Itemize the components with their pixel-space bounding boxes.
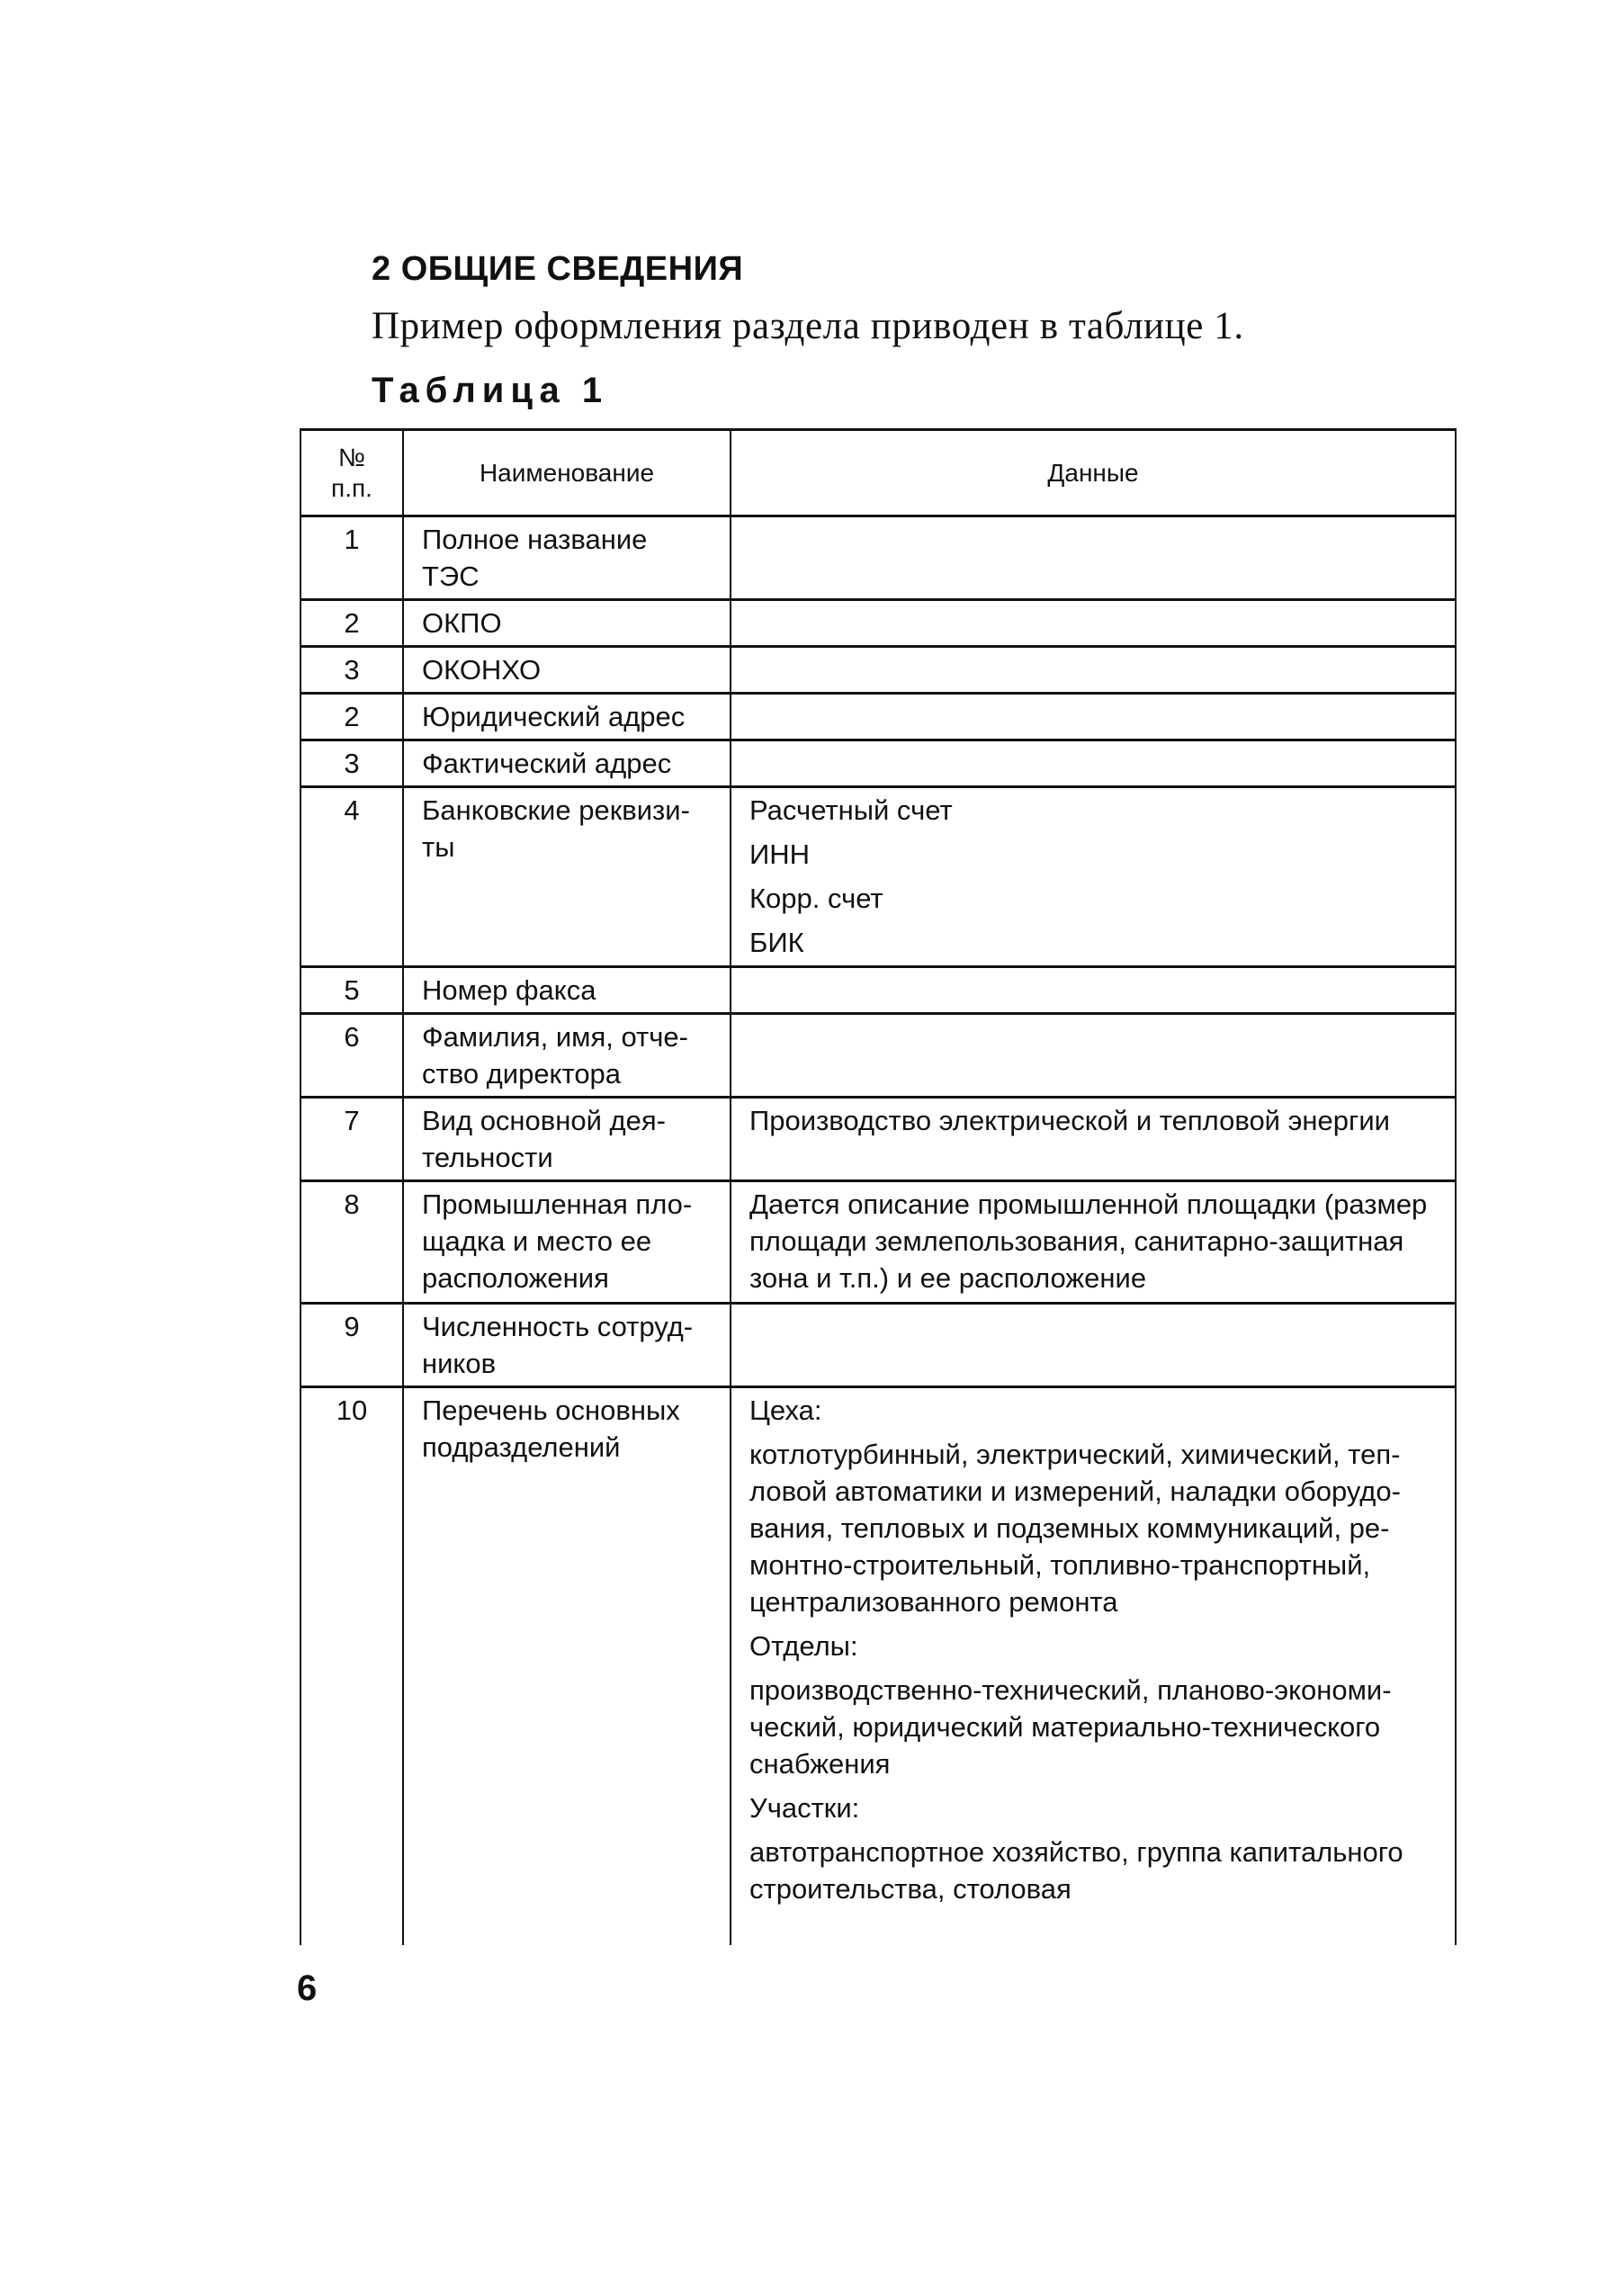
row-data	[731, 1014, 1456, 1098]
row-number: 3	[300, 740, 403, 787]
row-number: 10	[300, 1387, 403, 1945]
header-number	[300, 430, 403, 516]
data-line: Дается описание промышленной площадки (размер площади землепользования, санитарно-защитная зона и т.п.) и ее расположение	[749, 1188, 1428, 1294]
table-row	[300, 600, 1456, 647]
row-data	[731, 787, 1456, 967]
row-data	[731, 967, 1456, 1014]
info-table	[300, 428, 1457, 1945]
header-name: Наименование	[403, 430, 731, 516]
header-number-abbr: п.п.	[331, 473, 372, 502]
table-row	[300, 787, 1456, 967]
row-name: Промышленная пло-щадка и место ее расположения	[403, 1181, 731, 1304]
row-name: Номер факса	[403, 967, 731, 1014]
data-line: Цеха:	[749, 1395, 822, 1426]
table-row	[300, 1304, 1456, 1387]
row-data	[731, 516, 1456, 600]
table-row	[300, 1014, 1456, 1098]
data-line: Отделы:	[749, 1630, 858, 1662]
row-name: Вид основной дея-тельности	[403, 1098, 731, 1181]
data-line: ИНН	[749, 839, 811, 870]
table-row	[300, 1387, 1456, 1945]
row-name: Полное название ТЭС	[403, 516, 731, 600]
data-line: Корр. счет	[749, 883, 883, 914]
row-name: ОКПО	[403, 600, 731, 647]
header-data: Данные	[731, 430, 1456, 516]
row-data	[731, 1181, 1456, 1304]
table-caption: Таблица 1	[372, 371, 609, 410]
row-number: 7	[300, 1098, 403, 1181]
data-line: Производство электрической и тепловой энергии	[749, 1105, 1390, 1136]
row-number: 4	[300, 787, 403, 967]
row-number: 6	[300, 1014, 403, 1098]
row-data	[731, 1304, 1456, 1387]
table-row	[300, 694, 1456, 740]
data-line: котлотурбинный, электрический, химический, теп-ловой автоматики и измерений, наладки оборудо-вания, тепловых и подземных коммуникаций, ре-монтно-строительный, топливно-транспортный, централизованного ремонта	[749, 1439, 1401, 1618]
row-name: Юридический адрес	[403, 694, 731, 740]
data-line: Участки:	[749, 1792, 860, 1824]
row-name: Фактический адрес	[403, 740, 731, 787]
row-number: 3	[300, 647, 403, 694]
section-heading: 2 ОБЩИЕ СВЕДЕНИЯ	[372, 250, 744, 288]
table-body	[300, 516, 1456, 1945]
table-row	[300, 967, 1456, 1014]
data-line: производственно-технический, планово-экономи-ческий, юридический материально-технического снабжения	[749, 1674, 1392, 1780]
row-number: 2	[300, 600, 403, 647]
page-number: 6	[297, 1969, 318, 2008]
row-name: ОКОНХО	[403, 647, 731, 694]
row-data	[731, 740, 1456, 787]
row-data	[731, 694, 1456, 740]
table-row	[300, 516, 1456, 600]
row-name: Перечень основных подразделений	[403, 1387, 731, 1945]
table-row	[300, 1181, 1456, 1304]
header-number-symbol: №	[337, 443, 366, 471]
row-number: 9	[300, 1304, 403, 1387]
row-name: Фамилия, имя, отче-ство директора	[403, 1014, 731, 1098]
row-data	[731, 600, 1456, 647]
intro-paragraph: Пример оформления раздела приводен в таблице 1.	[372, 305, 1244, 347]
row-data	[731, 1098, 1456, 1181]
row-number: 2	[300, 694, 403, 740]
data-line: Расчетный счет	[749, 794, 953, 826]
row-data	[731, 647, 1456, 694]
table-row	[300, 647, 1456, 694]
row-name: Численность сотруд-ников	[403, 1304, 731, 1387]
row-number: 8	[300, 1181, 403, 1304]
row-name: Банковские реквизи-ты	[403, 787, 731, 967]
row-data	[731, 1387, 1456, 1945]
table-row	[300, 1098, 1456, 1181]
data-line: автотранспортное хозяйство, группа капитального строительства, столовая	[749, 1836, 1403, 1905]
table-header-row	[300, 430, 1456, 516]
data-line: БИК	[749, 927, 804, 958]
row-number: 1	[300, 516, 403, 600]
table-row	[300, 740, 1456, 787]
row-number: 5	[300, 967, 403, 1014]
